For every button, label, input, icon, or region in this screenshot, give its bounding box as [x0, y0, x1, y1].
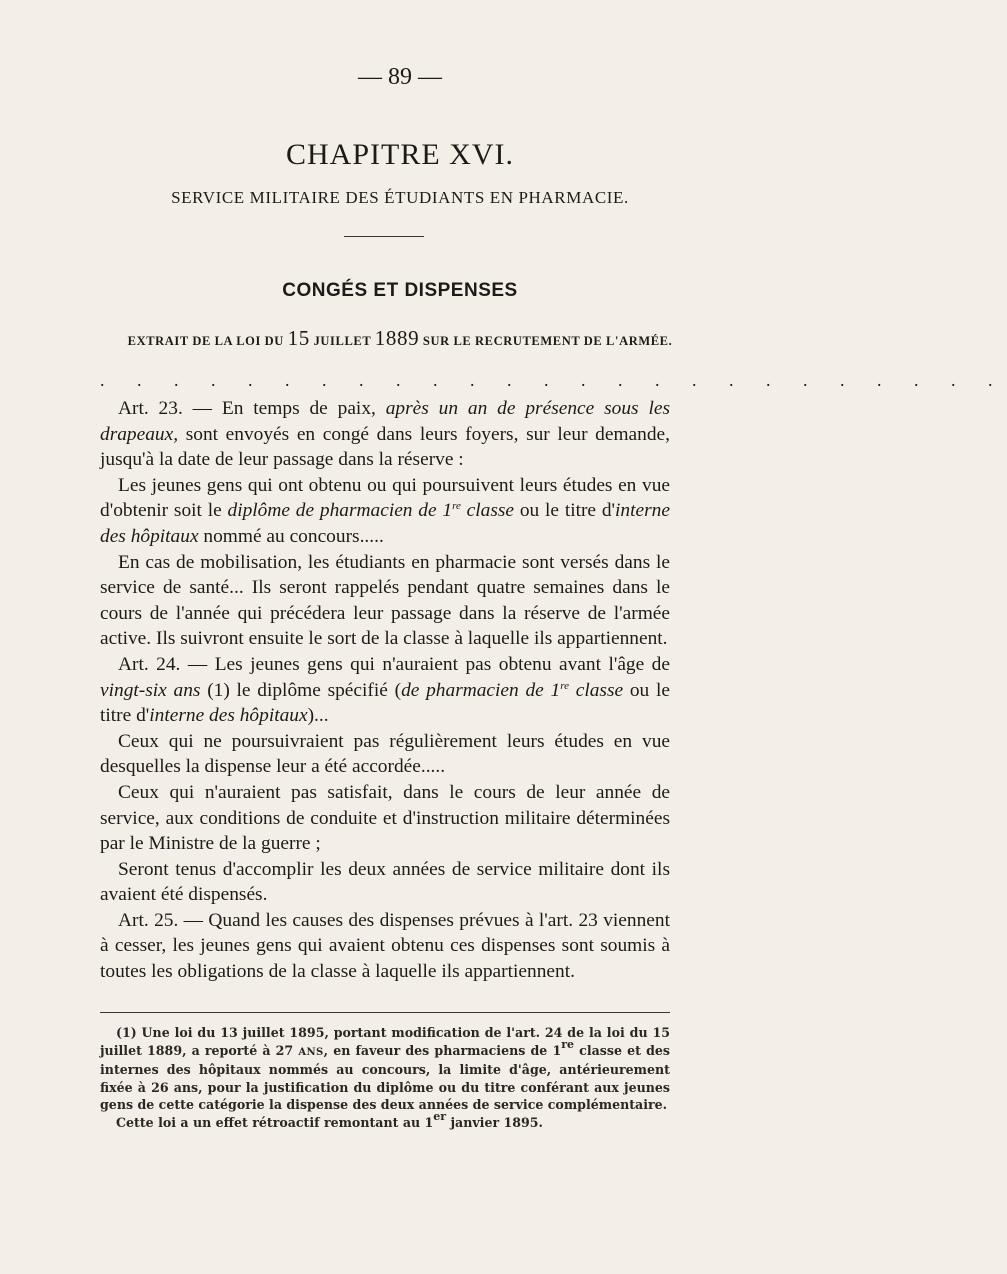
text-span: )... [307, 705, 329, 727]
section-heading: CONGÉS ET DISPENSES [282, 280, 518, 301]
superscript: re [560, 679, 569, 692]
superscript: re [561, 1037, 575, 1051]
text-span: classe [460, 500, 515, 522]
body-text [100, 396, 670, 985]
text-span: janvier 1895. [446, 1114, 543, 1130]
text-span: (1) le diplôme spécifié ( [200, 679, 402, 701]
superscript: re [452, 500, 461, 513]
paragraph-irregular-studies: Ceux qui ne poursuivraient pas régulièrement leurs études en vue desquelles la dispense leur a été accordée..... [100, 730, 670, 778]
text-span: , en faveur des pharmaciens de 1 [323, 1042, 562, 1058]
text-span: classe et des internes des hôpitaux nommés au concours, la limite d'âge, antérieurement fixée à 26 ans, pour la justification du diplôme ou du titre conférant aux jeunes gens de cette catégorie la dispense des deux années de service complémentaire. [100, 1042, 670, 1113]
chapter-title: CHAPITRE XVI. [286, 138, 514, 171]
paragraph-mobilisation: En cas de mobilisation, les étudiants en pharmacie sont versés dans le service de santé... Ils seront rappelés pendant quatre semaines dans le cours de l'année qui précédera leur passage dans la réserve de l'armée active. Ils suivront ensuite le sort de la classe à laquelle ils appartiennent. [100, 551, 670, 650]
ellipsis-row: . . . . . . . . . . . . . . . . . . . . . . . . . [100, 370, 1007, 390]
italic-span [228, 500, 515, 521]
text-span: ou le titre d' [100, 679, 670, 727]
small-caps-span: ANS [298, 1046, 324, 1058]
extract-day: 15 [287, 326, 310, 350]
footnote-2 [100, 1109, 670, 1132]
chapter-subtitle: SERVICE MILITAIRE DES ÉTUDIANTS EN PHARMACIE. [171, 188, 629, 207]
text-span: Cette loi a un effet rétroactif remontant au 1 [116, 1114, 434, 1130]
paragraph-two-years: Seront tenus d'accomplir les deux années de service militaire dont ils avaient été dispensés. [100, 858, 670, 906]
text-span: sont envoyés en congé dans leurs foyers, sur leur demande, jusqu'à la date de leur passage dans la réserve : [100, 423, 670, 471]
paragraph-art-23 [100, 396, 670, 473]
footnote [100, 1024, 670, 1132]
italic-span: après un an de présence sous les drapeaux, [100, 398, 670, 445]
text-span: de pharmacien de 1 [401, 679, 561, 701]
extract-line [0, 326, 800, 351]
italic-span [401, 680, 623, 701]
text-span: Art. 24. — Les jeunes gens qui n'auraient pas obtenu avant l'âge de [118, 653, 670, 675]
paragraph-students [100, 473, 670, 550]
extract-pre: EXTRAIT DE LA LOI DU [127, 334, 288, 348]
extract-year: 1889 [374, 326, 420, 350]
text-span: ou le titre d' [514, 500, 616, 522]
title-divider [344, 236, 424, 237]
italic-span: interne des hôpitaux [100, 500, 670, 547]
extract-mid: JUILLET [309, 334, 375, 348]
italic-span: vingt-six ans [100, 679, 201, 701]
footnote-1 [100, 1024, 670, 1114]
page-number: — 89 — [358, 64, 442, 90]
text-span: (1) Une loi du 13 juillet 1895, portant modification de l'art. 24 de la loi du 15 juillet 1889, a reporté à 27 [100, 1025, 670, 1058]
text-span: Les jeunes gens qui ont obtenu ou qui poursuivent leurs études en vue d'obtenir soit le [100, 474, 670, 522]
italic-span: interne des hôpitaux [149, 705, 308, 727]
text-span: Art. 23. — En temps de paix, [118, 398, 386, 419]
superscript: er [433, 1109, 447, 1123]
text-span: classe [568, 679, 624, 701]
paragraph-unsatisfied: Ceux qui n'auraient pas satisfait, dans le cours de leur année de service, aux conditions de conduite et d'instruction militaire déterminées par le Ministre de la guerre ; [100, 781, 670, 855]
paragraph-art-24 [100, 652, 670, 729]
text-span: nommé au concours..... [198, 525, 384, 547]
footnote-divider [100, 1012, 670, 1013]
text-span: diplôme de pharmacien de 1 [227, 500, 453, 522]
extract-post: SUR LE RECRUTEMENT DE L'ARMÉE. [419, 334, 673, 348]
paragraph-art-25: Art. 25. — Quand les causes des dispenses prévues à l'art. 23 viennent à cesser, les jeunes gens qui avaient obtenu ces dispenses sont soumis à toutes les obligations de la classe à laquelle ils appartiennent. [100, 909, 670, 983]
